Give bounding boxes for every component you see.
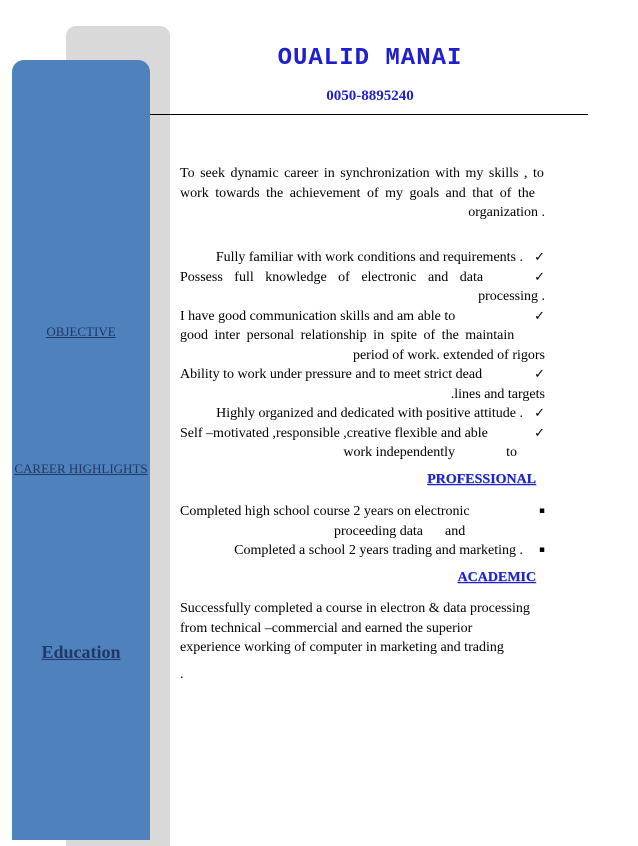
check-icon: ✓ [534, 367, 545, 382]
professional-text: proceeding data [334, 523, 424, 539]
check-icon: ✓ [534, 250, 545, 265]
highlight-text: Self –motivated ,responsible ,creative flexible and able [180, 425, 488, 441]
highlight-item [180, 268, 545, 288]
sidebar-label-career-highlights [12, 461, 150, 477]
highlight-text: period of work. extended of rigors [352, 347, 545, 363]
highlight-item [180, 365, 545, 385]
professional-item [180, 522, 545, 542]
resume-phone: 0050-8895240 [326, 88, 414, 104]
sidebar-label-objective: OBJECTIVE [46, 324, 116, 339]
professional-text: and [445, 523, 466, 539]
professional-section [180, 502, 545, 561]
highlight-item [180, 404, 545, 424]
sidebar-bar [12, 60, 150, 840]
highlight-text: processing . [478, 289, 545, 304]
highlight-text: Highly organized and dedicated with positive attitude . [216, 406, 523, 421]
highlight-text: Fully familiar with work conditions and requirements . [215, 250, 523, 265]
professional-text: Completed high school course 2 years on electronic [180, 504, 470, 519]
academic-section [180, 599, 545, 684]
section-heading-academic: ACADEMIC [457, 570, 536, 585]
objective-line: organization . [468, 205, 545, 220]
section-heading-professional: PROFESSIONAL [427, 472, 536, 487]
academic-line: experience working of computer in marketing and trading [180, 640, 504, 655]
check-icon: ✓ [534, 269, 545, 285]
highlight-item [180, 248, 545, 268]
objective-line: work towards the achievement of my goals and that of the [180, 185, 536, 201]
check-icon: ✓ [534, 406, 545, 421]
highlight-text: .lines and targets [450, 386, 545, 402]
highlight-item [180, 443, 545, 463]
highlight-text: Ability to work under pressure and to meet strict dead [180, 367, 483, 382]
square-bullet-icon: ▪ [538, 545, 545, 555]
highlight-item [180, 307, 545, 327]
check-icon: ✓ [534, 425, 545, 441]
check-icon: ✓ [534, 308, 545, 324]
resume-name: OUALID MANAI [277, 45, 463, 72]
square-bullet-icon: ▪ [538, 506, 545, 516]
academic-line: from technical –commercial and earned the superior [180, 620, 473, 636]
sidebar-label-career-text: CAREER HIGHLIGHTS [14, 461, 148, 476]
professional-item [180, 502, 545, 522]
professional-item [180, 541, 545, 561]
highlight-text: Possess full knowledge of electronic and data [180, 269, 484, 285]
highlights-section [180, 248, 545, 463]
academic-line: . [180, 666, 184, 682]
academic-line: Successfully completed a course in electron & data processing [180, 601, 530, 616]
highlight-text: work independently [343, 445, 455, 460]
highlight-text: I have good communication skills and am able to [180, 308, 456, 324]
objective-section [180, 164, 545, 223]
sidebar-label-education: Education [41, 642, 121, 662]
header-divider [150, 114, 588, 115]
highlight-text: to [506, 445, 517, 460]
objective-line: To seek dynamic career in synchronization with my skills , to [180, 166, 544, 181]
professional-text: Completed a school 2 years trading and marketing . [234, 543, 523, 558]
highlight-text: good inter personal relationship in spite of the maintain [180, 328, 515, 343]
highlight-item [180, 424, 545, 444]
